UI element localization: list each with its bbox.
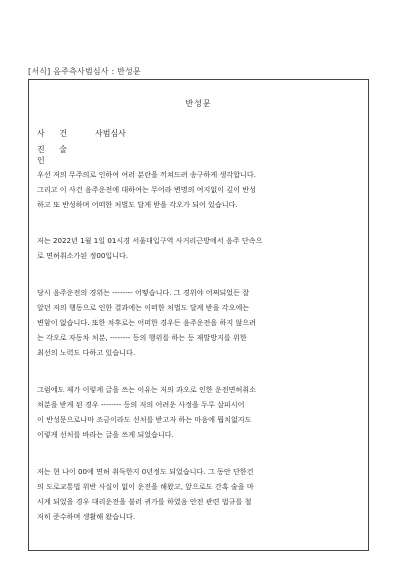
paragraph-line: 시게 되었을 경우 대리운전을 불러 귀가를 하였음 안전 관련 법규를 철 <box>37 497 252 506</box>
document-frame <box>28 79 369 551</box>
paragraph-history <box>37 464 360 524</box>
paragraph-line: 는 각오로 자동차 처분, -------- 등의 행위를 하는 등 재발방지를 위한 <box>37 333 247 342</box>
paragraph-incident <box>37 233 360 263</box>
paragraph-line: 변함이 없습니다. 또한 차후로는 어떠한 경우든 음주운전을 하지 않으려 <box>37 318 257 327</box>
paragraph-line: 우선 저의 무주의로 인하여 여러 분란을 끼쳐드려 송구하게 생각합니다. <box>37 170 257 179</box>
paragraph-apology <box>37 167 360 212</box>
meta-case-value: 사범심사 <box>95 129 126 138</box>
paragraph-line: 최선의 노력도 다하고 있습니다. <box>37 348 136 357</box>
paragraph-line: 그리고 이 사건 음주운전에 대하여는 무어라 변명의 여지없이 깊이 반성 <box>37 185 257 194</box>
paragraph-line: 의 도로교통법 위반 사실이 없이 운전을 해왔고, 앞으로도 간혹 술을 마 <box>37 482 254 491</box>
paragraph-line: 저는 현 나이 00에 면허 취득한지 0년정도 되었습니다. 그 동안 단한건 <box>37 467 254 476</box>
paragraph-line: 당시 음주운전의 경위는 -------- 어떻습니다. 그 경위야 어쩌되었든 잘 <box>37 288 250 297</box>
paragraph-reason <box>37 382 360 442</box>
paragraph-line: 저히 준수하며 생활해 왔습니다. <box>37 512 136 521</box>
meta-case <box>37 128 126 139</box>
meta-declarant-label: 진 술 인 <box>37 145 73 165</box>
paragraph-line: 저는 2022년 1월 1일 01시경 서울대입구역 사거리근방에서 음주 단속으 <box>37 236 263 245</box>
paragraph-line: 이렇게 선처를 바라는 글을 쓰게 되었습니다. <box>37 430 174 439</box>
meta-declarant <box>37 144 95 166</box>
paragraph-line: 처분을 받게 된 경우 -------- 등의 저의 어려운 사정을 두루 살피시어 <box>37 400 245 409</box>
document-title: 반성문 <box>185 99 212 108</box>
meta-case-label: 사 건 <box>37 129 73 138</box>
form-header: [서식] 음주측사범심사 : 반성문 <box>28 67 141 76</box>
paragraph-line: 로 면허취소가된 정00입니다. <box>37 251 129 260</box>
paragraph-line: 그럼에도 제가 이렇게 글을 쓰는 이유는 저의 과오로 인한 운전면허취소 <box>37 385 257 394</box>
paragraph-line: 하고 또 반성하며 어떠한 처벌도 달게 받을 각오가 되어 있습니다. <box>37 200 238 209</box>
paragraph-line: 이 반성문으로나마 조금이라도 선처를 받고자 하는 마음에 뭡치없지도 <box>37 415 252 424</box>
paragraph-line: 알던 저의 행동으로 인한 결과에는 이떠한 처벌도 달게 받을 각오에는 <box>37 303 250 312</box>
paragraph-circumstances <box>37 285 360 360</box>
